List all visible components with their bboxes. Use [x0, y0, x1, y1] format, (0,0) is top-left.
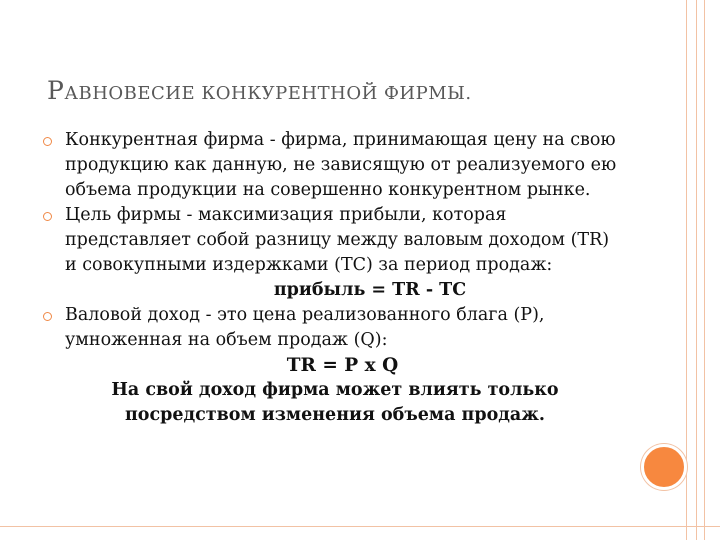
frame-line-vertical-2 [696, 0, 697, 540]
frame-line-vertical-3 [704, 0, 705, 540]
slide-body [40, 128, 620, 428]
conclusion-text: На свой доход фирма может влиять только посредством изменения объема продаж. [111, 380, 559, 425]
bullet-text-3: Валовой доход - это цена реализованного блага (P), умноженная на объем продаж (Q): [65, 305, 545, 350]
bullet-item-2 [40, 203, 620, 278]
decorative-orange-circle [641, 444, 687, 490]
bullet-text-1: Конкурентная фирма - фирма, принимающая цену на свою продукцию как данную, не зависящую от реализуемого ею объема продукции на совершенно конкурентном рынке. [65, 130, 617, 200]
slide-title [47, 76, 472, 105]
bullet-circle-icon [43, 212, 52, 221]
frame-line-vertical-1 [686, 0, 687, 540]
title-first-letter: Р [47, 76, 65, 105]
bullet-circle-icon [43, 137, 52, 146]
bullet-item-3 [40, 303, 620, 353]
formula-profit: прибыль = TR - TC [273, 280, 467, 300]
frame-line-horizontal [0, 526, 720, 527]
bullet-circle-icon [43, 312, 52, 321]
formula-revenue: TR = P x Q [286, 355, 399, 376]
bullet-text-2: Цель фирмы - максимизация прибыли, которая представляет собой разницу между валовым доходом (TR) и совокупными издержками (TC) за период продаж: [65, 205, 610, 275]
title-rest: АВНОВЕСИЕ КОНКУРЕНТНОЙ ФИРМЫ. [64, 83, 472, 104]
bullet-item-1 [40, 128, 620, 203]
